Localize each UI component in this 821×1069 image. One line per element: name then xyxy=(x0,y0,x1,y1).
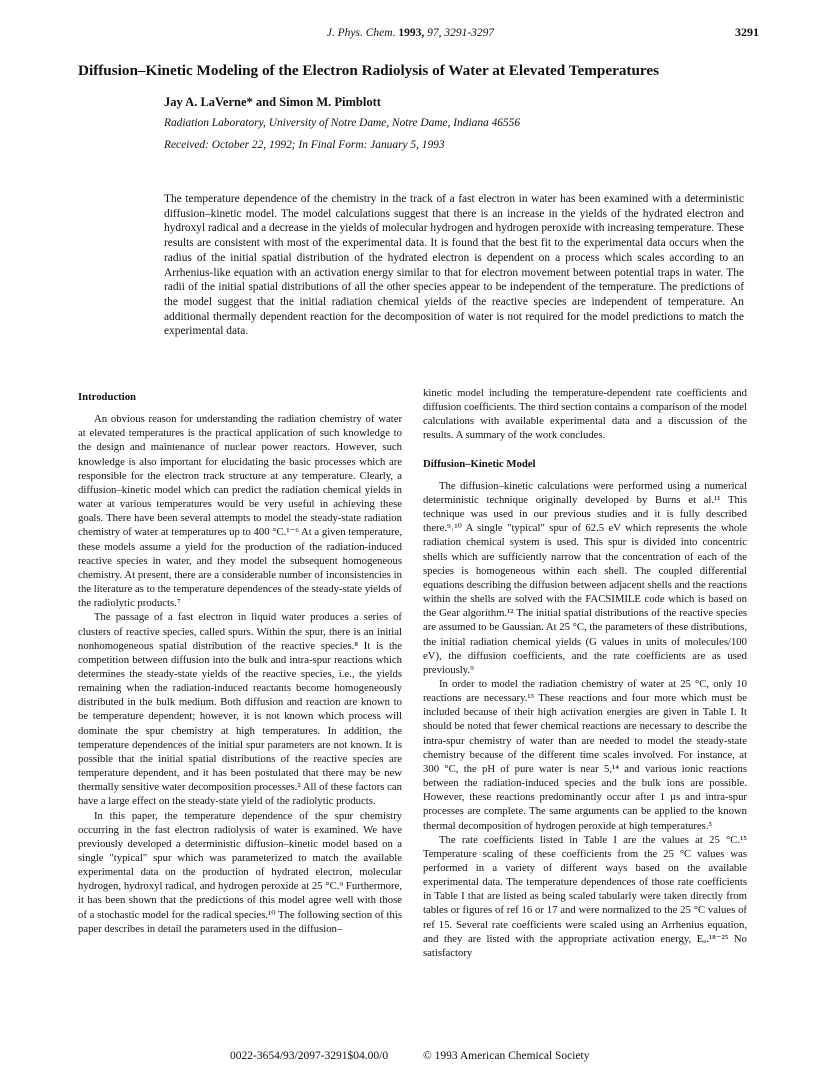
paragraph: In order to model the radiation chemistry of water at 25 °C, only 10 reactions are necessary.¹³ These reactions and four more which must be included because of their high activation energies are given in Table I. It should be noted that fewer chemical reactions are necessary to describe the intra-spur chemistry of water than are needed to model the steady-state chemistry because of the different time scales involved. For instance, at 300 °C, the pH of pure water is near 5,¹⁴ and various ionic reactions between the radiation-induced species and the bulk ions are possible. However, these reactions predominantly occur after 1 µs and intra-spur processes are complete. The same arguments can be applied to the known thermal decomposition of hydrogen peroxide at high temperatures.³ xyxy=(423,677,747,832)
footer-copyright: © 1993 American Chemical Society xyxy=(423,1050,590,1062)
paragraph-continued: kinetic model including the temperature-dependent rate coefficients and diffusion coefficients. The third section contains a comparison of the model calculations with available experimental data and a discussion of the results. A summary of the work concludes. xyxy=(423,387,747,442)
affiliation: Radiation Laboratory, University of Notre Dame, Notre Dame, Indiana 46556 xyxy=(164,117,521,129)
footer-code: 0022-3654/93/2097-3291$04.00/0 xyxy=(230,1050,389,1062)
received-date: Received: October 22, 1992; In Final Form: January 5, 1993 xyxy=(164,139,445,151)
section-heading-introduction: Introduction xyxy=(78,391,137,403)
running-header xyxy=(0,27,821,39)
abstract: The temperature dependence of the chemistry in the track of a fast electron in water has been examined with a deterministic diffusion–kinetic model. The model calculations suggest that there is an increase in the yields of the hydrated electron and hydroxyl radical and a decrease in the yields of molecular hydrogen and hydrogen peroxide with increasing temperature. These results are consistent with most of the experimental data. It is found that the best fit to the experimental data occurs when the radius of the initial spatial distribution of the hydrated electron is dependent on a process which scales according to an Arrhenius-like equation with an activation energy similar to that for electron movement between potential traps in water. The radii of the initial spatial distributions of all the other species appear to be independent of the temperature. The predictions of the model suggest that the initial radiation chemical yields of the reactive species are independent of temperature. An additional thermally dependent reaction for the decomposition of water is not required for the model predictions to match the experimental data. xyxy=(164,193,744,338)
paragraph: In this paper, the temperature dependence of the spur chemistry occurring in the fast electron radiolysis of water is examined. We have previously developed a deterministic diffusion–kinetic model based on a single "typical" spur which was parameterized to match the available experimental data on the production of hydrated electron, molecular hydrogen, hydroxyl radical, and hydrogen peroxide at 25 °C.⁹ Furthermore, it has been shown that the predictions of this model agree well with those of a stochastic model for the radical species.¹⁰ The following section of this paper describes in detail the parameters used in the diffusion– xyxy=(78,809,402,935)
section-heading-diffusion-kinetic-model: Diffusion–Kinetic Model xyxy=(423,457,536,470)
journal-year: 1993, xyxy=(398,27,425,39)
paragraph: An obvious reason for understanding the radiation chemistry of water at elevated temperatures is the practical application of such knowledge to the design and maintenance of nuclear power reactors. However, such knowledge is also important for elucidating the basic processes which are responsible for the electron track structure at any temperature. Clearly, a diffusion–kinetic model which can predict the radiation chemical yields in water at various temperatures would be very useful in achieving these goals. There have been several attempts to model the steady-state radiation chemistry of water at temperatures up to 400 °C.¹⁻⁶ At a given temperature, these models assume a yield for the production of the radiation-induced reactive species in water, and they model the subsequent homogeneous chemistry. At present, there are a considerable number of inconsistencies in the literature as to the temperature dependences of the steady-state yields of the radiolytic products.⁷ xyxy=(78,413,402,610)
paragraph: The diffusion–kinetic calculations were performed using a numerical deterministic technique originally developed by Burns et al.¹¹ This technique was used in our previous studies and it is fully described there.⁹˒¹⁰ A single "typical" spur of 62.5 eV which represents the whole radiation chemical system is used. This spur is divided into concentric shells which are sufficiently narrow that the concentration of each of the species is homogeneous within each shell. The coupled differential equations describing the diffusion between adjacent shells and the reactions within the shells are solved with the FACSIMILE code which is based on the Gear algorithm.¹² The initial spatial distributions of the reactive species are assumed to be Gaussian. At 25 °C, the parameters of these distributions, the initial radiation chemical yields (G values in units of molecules/100 eV), the diffusion coefficients, and the rate coefficients are as used previously.⁹ xyxy=(423,479,747,676)
paper-title: Diffusion–Kinetic Modeling of the Electron Radiolysis of Water at Elevated Temperatures xyxy=(78,62,660,79)
journal-name: J. Phys. Chem. xyxy=(326,27,396,39)
authors: Jay A. LaVerne* and Simon M. Pimblott xyxy=(164,95,381,109)
paragraph: The passage of a fast electron in liquid water produces a series of clusters of reactive species, called spurs. Within the spur, there is an initial nonhomogeneous spatial distribution of the reactive species.⁸ It is the competition between diffusion into the bulk and intra-spur reactions which determines the steady-state yields of the reactive species, i.e., the yields remaining when the radiation-induced reactants become homogeneously distributed in the bulk medium. Both diffusion and reaction are known to be temperature dependent; however, it is not known which process will dominate the spur chemistry at high temperatures. In addition, the temperature dependences of the initial spur parameters are not known. It is possible that the initial spatial distributions of the reactive species are temperature dependent, and it has been postulated that there may be new thermally sensitive water decomposition processes.² All of these factors can have a large effect on the steady-state yield of the radiolytic products. xyxy=(78,611,402,808)
right-column xyxy=(423,386,747,960)
left-column xyxy=(78,390,402,936)
paragraph: The rate coefficients listed in Table I are the values at 25 °C.¹⁵ Temperature scaling of these coefficients from the 25 °C values was performed in a variety of different ways based on the available experimental data. The temperature dependences of those rate coefficients in Table I that are listed as being scaled tabularly were taken directly from tables or figures of ref 16 or 17 and were normalized to the 25 °C values of ref 15. Several rate coefficients were scaled using an Arrhenius equation, and they are listed with the appropriate activation energy, Eₐ.¹⁸⁻²⁵ No satisfactory xyxy=(423,833,747,959)
page-number: 3291 xyxy=(735,25,759,39)
journal-volume-pages: 97, 3291-3297 xyxy=(427,27,495,39)
